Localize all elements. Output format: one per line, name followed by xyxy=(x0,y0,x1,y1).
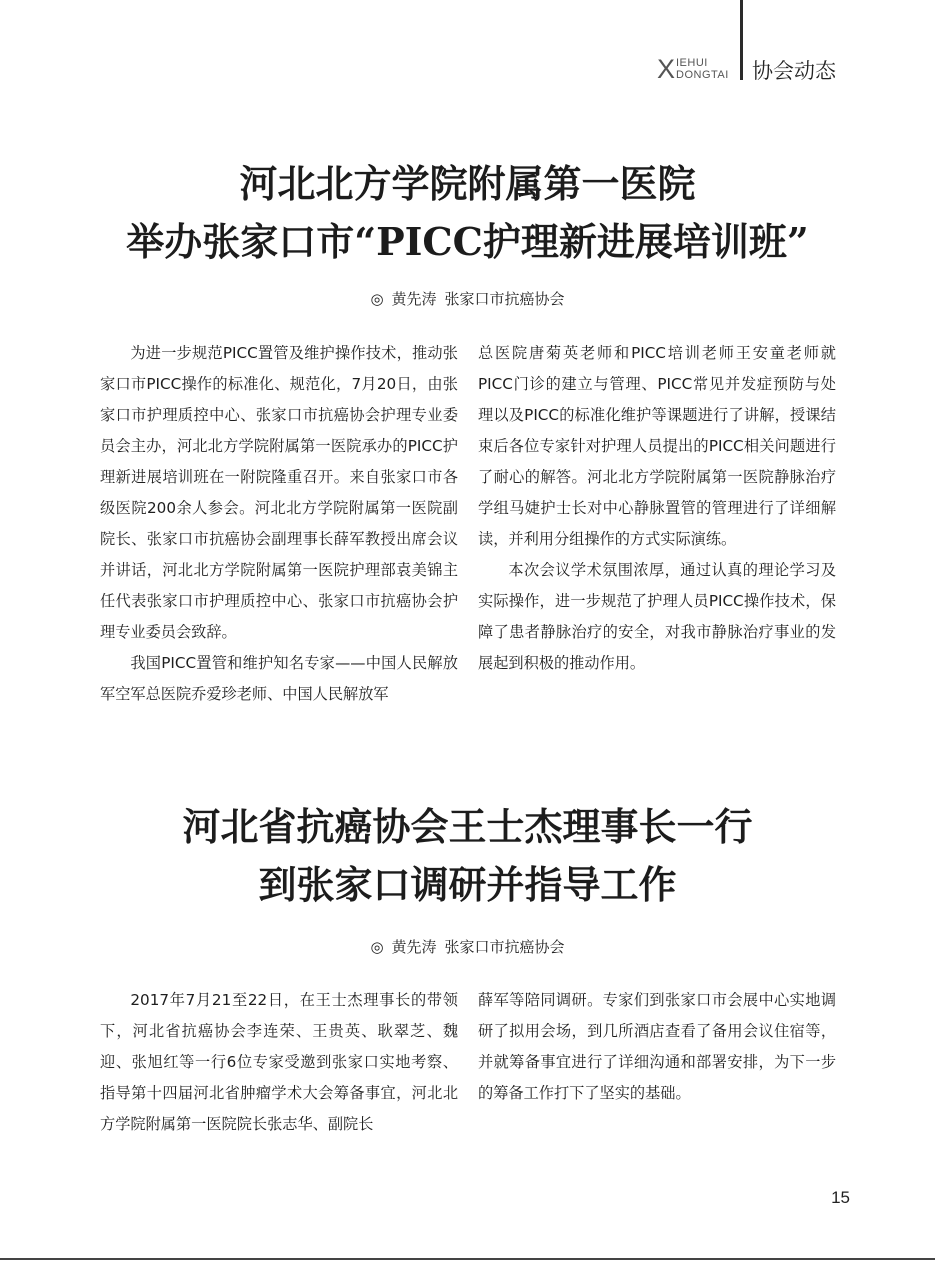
article1-title xyxy=(0,155,935,271)
footer-rule xyxy=(0,1258,935,1260)
article2-organization: 张家口市抗癌协会 xyxy=(444,938,565,956)
article2-byline xyxy=(0,937,935,957)
article2-title xyxy=(0,798,935,914)
article2-column-left xyxy=(100,985,458,1140)
article1-author: 黄先涛 xyxy=(391,290,437,308)
article1-paragraph: 本次会议学术氛围浓厚，通过认真的理论学习及实际操作，进一步规范了护理人员PICC操作技术，保障了患者静脉治疗的安全，对我市静脉治疗事业的发展起到积极的推动作用。 xyxy=(478,561,836,672)
header-vertical-rule xyxy=(740,0,743,80)
byline-mark-icon: ◎ xyxy=(370,938,384,956)
article2-title-line1: 河北省抗癌协会王士杰理事长一行 xyxy=(182,804,753,849)
article1-byline xyxy=(0,289,935,309)
byline-mark-icon: ◎ xyxy=(370,290,384,308)
article2-paragraph: 2017年7月21至22日，在王士杰理事长的带领下，河北省抗癌协会李连荣、王贵英、耿翠芝、魏迎、张旭红等一行6位专家受邀到张家口实地考察、指导第十四届河北省肿瘤学术大会筹备事宜，河北北方学院附属第一医院院长张志华、副院长 xyxy=(100,991,458,1133)
article1-column-right xyxy=(478,338,836,679)
article1-column-left xyxy=(100,338,458,710)
article2-author: 黄先涛 xyxy=(391,938,437,956)
section-name: 协会动态 xyxy=(752,59,836,83)
article1-organization: 张家口市抗癌协会 xyxy=(444,290,565,308)
article1-title-line1: 河北北方学院附属第一医院 xyxy=(239,161,696,206)
page-number: 15 xyxy=(831,1188,850,1207)
article2-title-line2: 到张家口调研并指导工作 xyxy=(258,862,677,907)
article2-paragraph: 薛军等陪同调研。专家们到张家口市会展中心实地调研了拟用会场，到几所酒店查看了备用会议住宿等，并就筹备事宜进行了详细沟通和部署安排，为下一步的筹备工作打下了坚实的基础。 xyxy=(478,991,836,1102)
article1-paragraph: 我国PICC置管和维护知名专家——中国人民解放军空军总医院乔爱珍老师、中国人民解放军 xyxy=(100,654,458,703)
section-logo xyxy=(657,54,737,84)
article1-title-line2: 举办张家口市“PICC护理新进展培训班” xyxy=(126,219,809,264)
article2-column-right xyxy=(478,985,836,1109)
article1-paragraph: 为进一步规范PICC置管及维护操作技术，推动张家口市PICC操作的标准化、规范化，7月20日，由张家口市护理质控中心、张家口市抗癌协会护理专业委员会主办，河北北方学院附属第一医院承办的PICC护理新进展培训班在一附院隆重召开。来自张家口市各级医院200余人参会。河北北方学院附属第一医院副院长、张家口市抗癌协会副理事长薛军教授出席会议并讲话，河北北方学院附属第一医院护理部袁美锦主任代表张家口市护理质控中心、张家口市抗癌协会护理专业委员会致辞。 xyxy=(100,344,458,641)
article1-paragraph: 总医院唐菊英老师和PICC培训老师王安童老师就PICC门诊的建立与管理、PICC常见并发症预防与处理以及PICC的标准化维护等课题进行了讲解，授课结束后各位专家针对护理人员提出的PICC相关问题进行了耐心的解答。河北北方学院附属第一医院静脉治疗学组马婕护士长对中心静脉置管的管理进行了详细解读，并利用分组操作的方式实际演练。 xyxy=(478,344,836,548)
logo-text-top: IEHUI xyxy=(676,57,708,69)
logo-text-bottom: DONGTAI xyxy=(676,69,729,81)
logo-letter: X xyxy=(657,54,676,84)
